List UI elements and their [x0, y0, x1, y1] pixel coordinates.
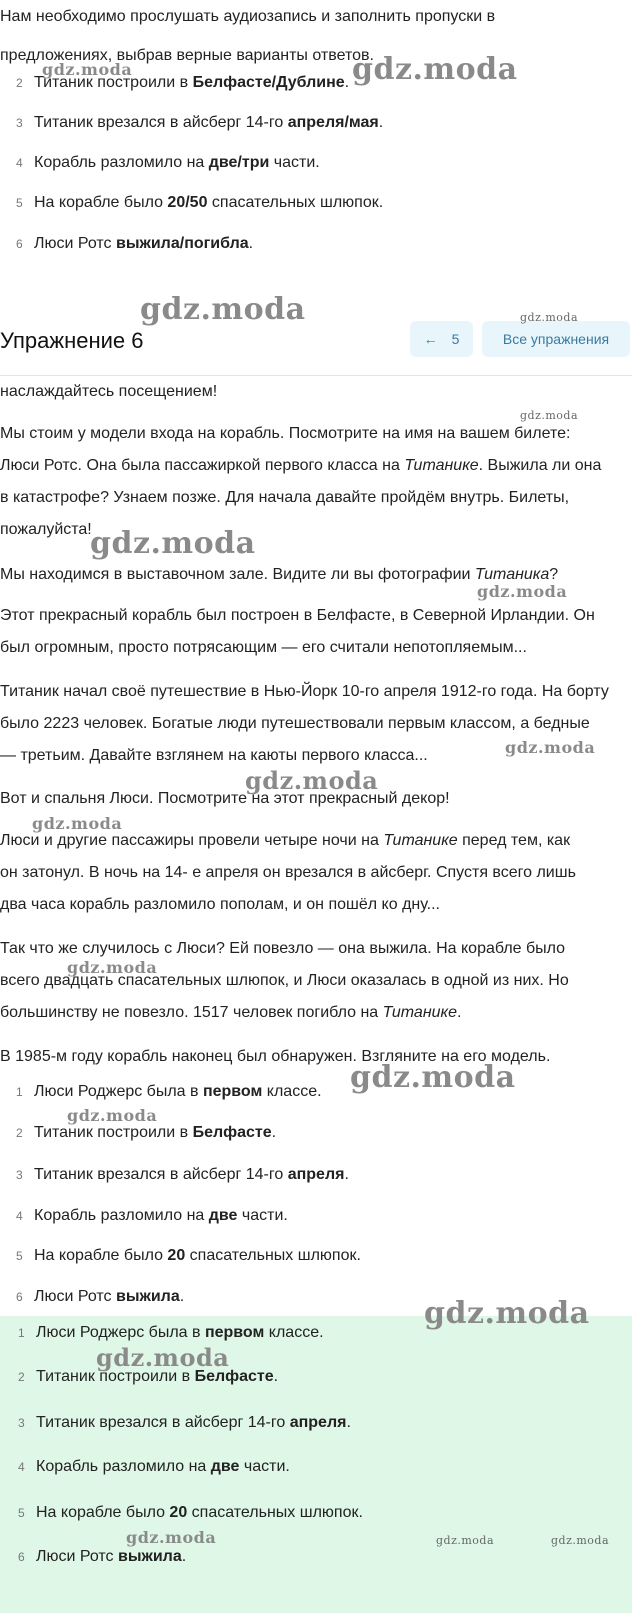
answer-number: 2 [18, 1370, 25, 1384]
transcript-line: — третьим. Давайте взглянем на каюты первого класса... [0, 747, 428, 764]
task-item-number: 3 [16, 116, 23, 130]
transcript-line: Люси и другие пассажиры провели четыре ночи на Титанике перед тем, как [0, 832, 571, 849]
task-item: На корабле было 20/50 спасательных шлюпок. [34, 194, 384, 211]
transcript-line: В 1985-м году корабль наконец был обнаружен. Взгляните на его модель. [0, 1048, 551, 1065]
transcript-line: он затонул. В ночь на 14- е апреля он врезался в айсберг. Спустя всего лишь [0, 864, 576, 881]
answer-number: 6 [16, 1290, 23, 1304]
task-item: Титаник построили в Белфасте/Дублине. [34, 74, 350, 91]
exercise-header [0, 318, 632, 376]
intro-line-1: Нам необходимо прослушать аудиозапись и заполнить пропуски в [0, 8, 496, 25]
answer-number: 5 [18, 1506, 25, 1520]
watermark: gdz.moda [424, 1296, 590, 1331]
answer-item: На корабле было 20 спасательных шлюпок. [36, 1504, 363, 1521]
watermark: gdz.moda [436, 1534, 495, 1547]
exercise-title: Упражнение 6 [0, 328, 144, 353]
answer-number: 2 [16, 1126, 23, 1140]
answer-item: На корабле было 20 спасательных шлюпок. [34, 1247, 361, 1264]
watermark: gdz.moda [352, 52, 518, 87]
transcript-line: Титаник начал своё путешествие в Нью-Йорк 10-го апреля 1912-го года. На борту [0, 683, 609, 700]
transcript-line: большинству не повезло. 1517 человек погибло на Титанике. [0, 1004, 462, 1021]
watermark: gdz.moda [520, 311, 579, 324]
watermark: gdz.moda [551, 1534, 610, 1547]
watermark: gdz.moda [245, 766, 379, 795]
watermark: gdz.moda [42, 60, 133, 79]
watermark: gdz.moda [96, 1343, 230, 1372]
task-item-number: 6 [16, 237, 23, 251]
watermark: gdz.moda [140, 292, 306, 327]
task-item-number: 5 [16, 196, 23, 210]
watermark: gdz.moda [350, 1060, 516, 1095]
answer-item: Титаник построили в Белфасте. [34, 1124, 277, 1141]
answer-item: Корабль разломило на две части. [34, 1207, 288, 1224]
task-item-number: 4 [16, 156, 23, 170]
transcript-line: Люси Ротс. Она была пассажиркой первого класса на Титанике. Выжила ли она [0, 457, 602, 474]
watermark: gdz.moda [126, 1528, 217, 1547]
answer-item: Люси Роджерс была в первом классе. [36, 1324, 324, 1341]
answer-item: Люси Роджерс была в первом классе. [34, 1083, 322, 1100]
answer-item: Корабль разломило на две части. [36, 1458, 290, 1475]
watermark: gdz.moda [90, 526, 256, 561]
watermark: gdz.moda [67, 1106, 158, 1125]
task-item: Титаник врезался в айсберг 14-го апреля/мая. [34, 114, 384, 131]
answer-number: 6 [18, 1550, 25, 1564]
answer-item: Люси Ротс выжила. [34, 1288, 185, 1305]
transcript-line: Вот и спальня Люси. Посмотрите на этот прекрасный декор! [0, 790, 450, 807]
transcript-line: Мы стоим у модели входа на корабль. Посмотрите на имя на вашем билете: [0, 425, 571, 442]
transcript-line: Этот прекрасный корабль был построен в Белфасте, в Северной Ирландии. Он [0, 607, 595, 624]
watermark: gdz.moda [477, 582, 568, 601]
prev-exercise-button[interactable] [410, 321, 473, 357]
arrow-left-icon: ← [423, 331, 438, 347]
transcript-line: всего двадцать спасательных шлюпок, и Люси оказалась в одной из них. Но [0, 972, 569, 989]
watermark: gdz.moda [67, 958, 158, 977]
task-item: Корабль разломило на две/три части. [34, 154, 320, 171]
watermark: gdz.moda [505, 738, 596, 757]
answer-number: 1 [18, 1326, 25, 1340]
watermark: gdz.moda [32, 814, 123, 833]
transcript-line: был огромным, просто потрясающим — его считали непотопляемым... [0, 639, 527, 656]
all-exercises-button[interactable]: Все упражнения [482, 321, 630, 357]
intro-line-2: предложениях, выбрав верные варианты ответов. [0, 47, 374, 64]
transcript-line: пожалуйста! [0, 521, 92, 538]
answer-item: Титаник врезался в айсберг 14-го апреля. [36, 1414, 351, 1431]
answer-number: 1 [16, 1085, 23, 1099]
transcript-line: в катастрофе? Узнаем позже. Для начала давайте пройдём внутрь. Билеты, [0, 489, 570, 506]
task-item: Люси Ротс выжила/погибла. [34, 235, 254, 252]
answer-item: Титаник врезался в айсберг 14-го апреля. [34, 1166, 349, 1183]
answer-number: 5 [16, 1249, 23, 1263]
transcript-line: Так что же случилось с Люси? Ей повезло — она выжила. На корабле было [0, 940, 566, 957]
answer-number: 4 [18, 1460, 25, 1474]
prev-exercise-label: 5 [451, 331, 460, 347]
task-item-number: 2 [16, 76, 23, 90]
answer-number: 3 [16, 1168, 23, 1182]
transcript-line: два часа корабль разломило пополам, и он пошёл ко дну... [0, 896, 440, 913]
transcript-line: Мы находимся в выставочном зале. Видите ли вы фотографии Титаника? [0, 566, 559, 583]
transcript-line: было 2223 человек. Богатые люди путешествовали первым классом, а бедные [0, 715, 590, 732]
transcript-line: наслаждайтесь посещением! [0, 383, 218, 400]
watermark: gdz.moda [520, 409, 579, 422]
answer-number: 4 [16, 1209, 23, 1223]
answer-item: Люси Ротс выжила. [36, 1548, 187, 1565]
answer-number: 3 [18, 1416, 25, 1430]
answer-block [0, 1316, 632, 1613]
answer-item: Титаник построили в Белфасте. [36, 1368, 279, 1385]
